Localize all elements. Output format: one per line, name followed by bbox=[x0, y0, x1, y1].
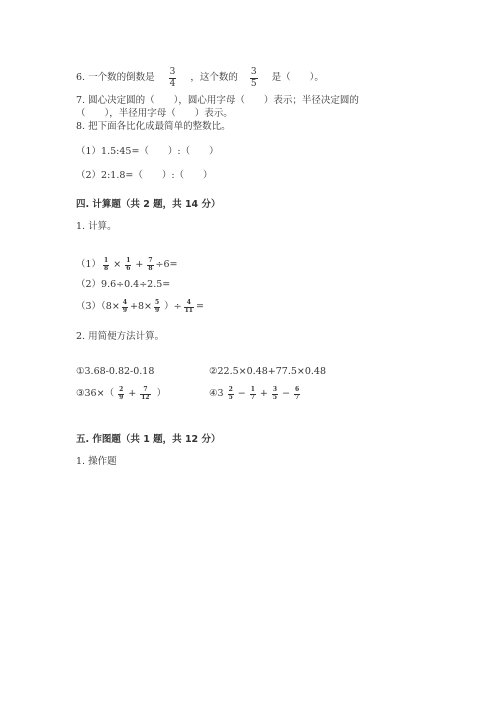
simplify-item-c bbox=[76, 385, 166, 403]
e3-head: （3）（8× bbox=[76, 301, 120, 312]
minus-sign: − bbox=[282, 388, 291, 399]
calc-expression-1 bbox=[76, 256, 178, 274]
q6-frac2-den: 5 bbox=[250, 78, 257, 89]
num: 4 bbox=[122, 299, 127, 306]
calc-expression-2: （2）9.6÷0.4÷2.5= bbox=[76, 279, 171, 290]
times-sign: × bbox=[113, 259, 122, 270]
den: 9 bbox=[154, 307, 160, 314]
num: 2 bbox=[228, 386, 233, 393]
simplify-item-d bbox=[209, 385, 302, 403]
q6-frac1-num: 3 bbox=[169, 66, 176, 77]
den: 8 bbox=[104, 265, 109, 272]
q6-fraction-2 bbox=[250, 68, 258, 89]
e3-fraction-2 bbox=[154, 300, 160, 314]
q6-frac2-num: 3 bbox=[250, 66, 257, 77]
q6-middle: ，这个数的 bbox=[190, 72, 238, 83]
d-fraction-3 bbox=[272, 387, 278, 401]
e3-fraction-3 bbox=[184, 300, 194, 314]
e1-tail: ÷6= bbox=[155, 259, 178, 270]
e3-tail: = bbox=[195, 301, 204, 312]
num: 1 bbox=[126, 257, 131, 264]
section-5-heading: 五. 作图题（共 1 题，共 12 分） bbox=[76, 434, 221, 445]
drawing-question-1: 1. 操作题 bbox=[76, 456, 117, 467]
num: 6 bbox=[295, 386, 300, 393]
q6-fraction-1 bbox=[169, 68, 177, 89]
den: 12 bbox=[141, 394, 150, 401]
plus-sign: + bbox=[128, 388, 137, 399]
den: 11 bbox=[184, 307, 193, 314]
den: 5 bbox=[228, 394, 233, 401]
e3-mid: +8× bbox=[130, 301, 152, 312]
simplify-item-b: ②22.5×0.48+77.5×0.48 bbox=[209, 366, 327, 377]
calc-expression-3 bbox=[76, 298, 204, 316]
plus-sign: + bbox=[135, 259, 144, 270]
question-7-line-2: （ ），半径用字母（ ）表示。 bbox=[76, 108, 233, 119]
den: 9 bbox=[119, 394, 124, 401]
plus-sign: + bbox=[259, 388, 268, 399]
d-head: ④3 bbox=[209, 388, 224, 399]
c-tail: ） bbox=[156, 388, 167, 399]
q6-frac1-den: 4 bbox=[169, 78, 176, 89]
den: 8 bbox=[148, 265, 153, 272]
e1-fraction-2 bbox=[125, 258, 131, 272]
q6-suffix: 是（ ）。 bbox=[271, 72, 324, 83]
den: 5 bbox=[272, 394, 278, 401]
c-fraction-2 bbox=[140, 387, 150, 401]
calc-question-1-title: 1. 计算。 bbox=[76, 221, 117, 232]
d-fraction-4 bbox=[294, 387, 300, 401]
den: 7 bbox=[295, 394, 300, 401]
num: 7 bbox=[143, 386, 148, 393]
simplify-item-a: ①3.68-0.82-0.18 bbox=[76, 366, 155, 377]
d-fraction-1 bbox=[228, 387, 234, 401]
den: 7 bbox=[250, 394, 255, 401]
e3-close: ）÷ bbox=[164, 301, 182, 312]
e3-fraction-1 bbox=[122, 300, 128, 314]
question-8-title: 8. 把下面各比化成最简单的整数比。 bbox=[76, 121, 231, 132]
den: 6 bbox=[126, 265, 131, 272]
c-fraction-1 bbox=[118, 387, 124, 401]
c-head: ③36×（ bbox=[76, 388, 115, 399]
q8-item-1: （1）1.5:45=（ ）:（ ） bbox=[76, 146, 219, 157]
num: 2 bbox=[119, 386, 124, 393]
den: 9 bbox=[122, 307, 127, 314]
num: 3 bbox=[272, 386, 278, 393]
num: 1 bbox=[250, 386, 255, 393]
minus-sign: − bbox=[237, 388, 246, 399]
e1-fraction-1 bbox=[103, 258, 109, 272]
num: 4 bbox=[186, 299, 191, 306]
q8-item-2: （2）2:1.8=（ ）:（ ） bbox=[76, 170, 213, 181]
q6-prefix: 6. 一个数的倒数是 bbox=[76, 72, 155, 83]
num: 1 bbox=[104, 257, 109, 264]
e1-fraction-3 bbox=[147, 258, 153, 272]
num: 5 bbox=[154, 299, 160, 306]
question-7-line-1: 7. 圆心决定圆的（ ），圆心用字母（ ）表示；半径决定圆的 bbox=[76, 95, 359, 106]
question-6 bbox=[76, 65, 324, 91]
e1-label: （1） bbox=[76, 259, 102, 270]
section-4-heading: 四. 计算题（共 2 题，共 14 分） bbox=[76, 199, 221, 210]
d-fraction-2 bbox=[250, 387, 256, 401]
num: 7 bbox=[148, 257, 153, 264]
calc-question-2-title: 2. 用简便方法计算。 bbox=[76, 331, 165, 342]
